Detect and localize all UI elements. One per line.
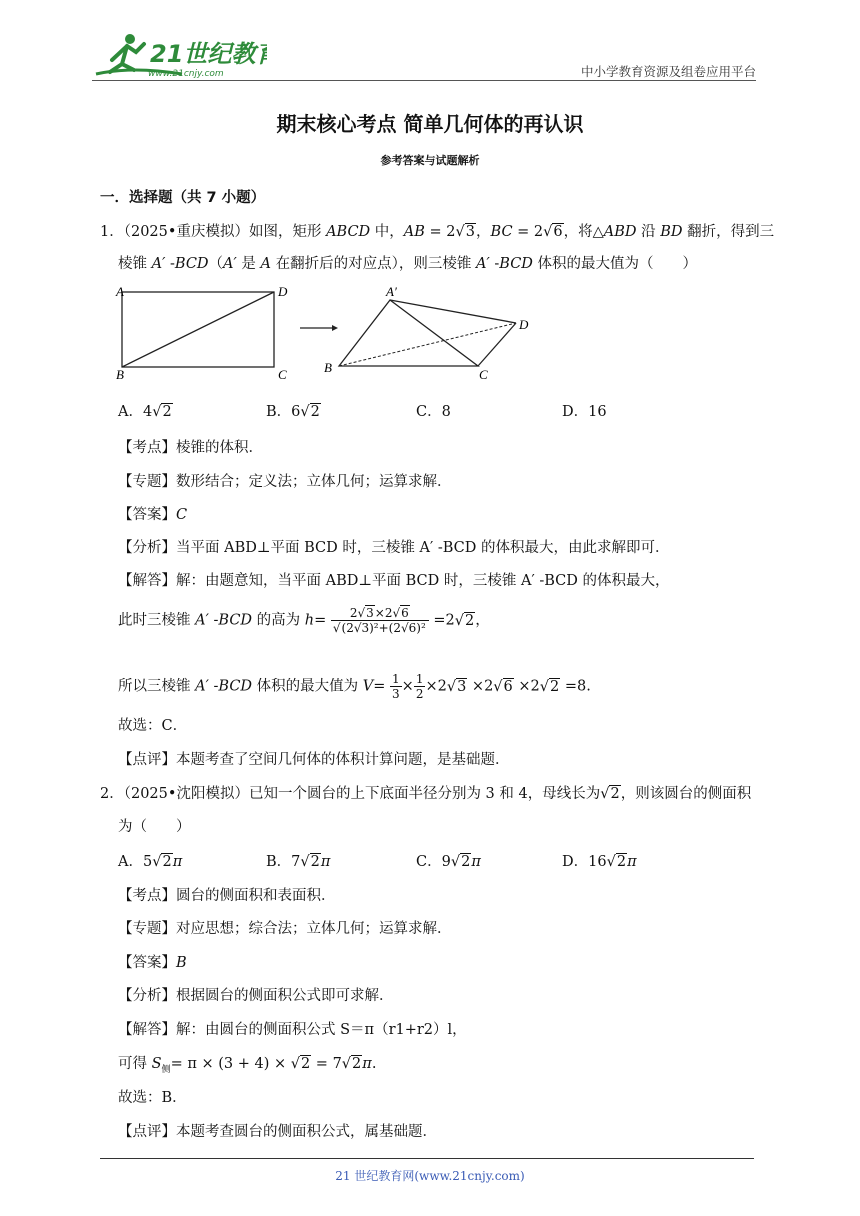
svg-text:C: C [479,367,488,382]
q2-option-a[interactable]: A．5√2π [118,854,183,870]
q2-dianping: 【点评】本题考查圆台的侧面积公式，属基础题． [118,1124,437,1140]
tetra-front [339,300,478,366]
q2-stem-line2: 为（ ） [118,819,191,835]
section-heading: 一．选择题（共 7 小题） [100,190,266,206]
site-logo [92,30,267,80]
q1-volume-formula: 所以三棱锥 A′ ‑BCD 体积的最大值为 V= $\frac{1}{3}$ × $\frac{1}{2}$ ×2√3 ×2√6 ×2√2 =8. [118,672,591,701]
q2-answer: 【答案】B [118,955,187,971]
q1-jieda: 【解答】解：由题意知，当平面 ABD⊥平面 BCD 时，三棱锥 A′ ‑BCD 的体积最大， [118,573,670,589]
page-title: 期末核心考点 简单几何体的再认识 [276,112,584,136]
q1-zhuanti: 【专题】数形结合；定义法；立体几何；运算求解． [118,474,452,490]
logo-text: 21世纪教育 [150,40,267,68]
q1-option-a[interactable]: A．4√2 [118,404,172,420]
q2-zhuanti: 【专题】对应思想；综合法；立体几何；运算求解． [118,921,452,937]
footer-divider [100,1158,754,1159]
platform-name: 中小学教育资源及组卷应用平台 [580,64,756,79]
logo-url: www.21cnjy.com [148,69,224,79]
q1-figure [110,280,540,388]
q1-dianping: 【点评】本题考查了空间几何体的体积计算问题，是基础题． [118,752,510,768]
q1-option-b[interactable]: B．6√2 [266,404,320,420]
q1-stem-line1: 1．（2025•重庆模拟）如图，矩形 ABCD 中，AB = 2√3，BC = 2√6，将△ABD 沿 BD 翻折，得到三 [100,224,775,240]
q2-kaodian: 【考点】圆台的侧面积和表面积． [118,888,336,904]
page-subtitle: 参考答案与试题解析 [380,154,480,167]
label-A: A [116,284,124,299]
q1-choice: 故选：C． [118,718,188,734]
label-C: C [278,367,287,382]
q2-fenxi: 【分析】根据圆台的侧面积公式即可求解． [118,988,394,1004]
q1-source: （2025•重庆模拟） [123,224,249,240]
q1-kaodian: 【考点】棱锥的体积． [118,440,263,456]
hidden-edge-bd [339,323,516,366]
label-D: D [278,284,288,299]
footer-link[interactable]: 21 世纪教育网(www.21cnjy.com) [335,1169,525,1183]
q2-stem-line1: 2．（2025•沈阳模拟）已知一个圆台的上下底面半径分别为 3 和 4，母线长为√2，则该圆台的侧面积 [100,786,752,802]
q1-number: 1． [100,224,124,240]
label-A-prime: A′ [386,284,397,299]
q2-result: 可得 $S_侧= \pi \times (3 + 4) \times √2 = 7√2\pi$. [118,1056,377,1075]
svg-text:D: D [519,317,529,332]
q2-option-d[interactable]: D．16√2π [562,854,637,870]
q2-jieda: 【解答】解：由圆台的侧面积公式 S＝π（r1+r2）l， [118,1022,467,1038]
header-divider [92,80,756,81]
q1-height-formula: 此时三棱锥 A′ ‑BCD 的高为 h= $\frac{2√3\times 2√6}{\text{√(2√3)²+(2√6)²}}$ =2√2， [118,606,490,635]
q1-option-d[interactable]: D．16 [562,404,607,420]
q1-option-c[interactable]: C．8 [416,404,451,420]
q1-fenxi: 【分析】当平面 ABD⊥平面 BCD 时，三棱锥 A′ ‑BCD 的体积最大，由此求解即可． [118,540,670,556]
svg-text:B: B [324,360,332,375]
q2-option-b[interactable]: B．7√2π [266,854,331,870]
q2-choice: 故选：B． [118,1090,187,1106]
q1-answer: 【答案】C [118,507,188,523]
label-B: B [116,367,124,382]
q1-stem-line2: 棱锥 A′ ‑BCD（A′ 是 A 在翻折后的对应点），则三棱锥 A′ ‑BCD 体积的最大值为（ ） [118,256,698,272]
q2-option-c[interactable]: C．9√2π [416,854,481,870]
diagonal-bd [122,292,274,367]
